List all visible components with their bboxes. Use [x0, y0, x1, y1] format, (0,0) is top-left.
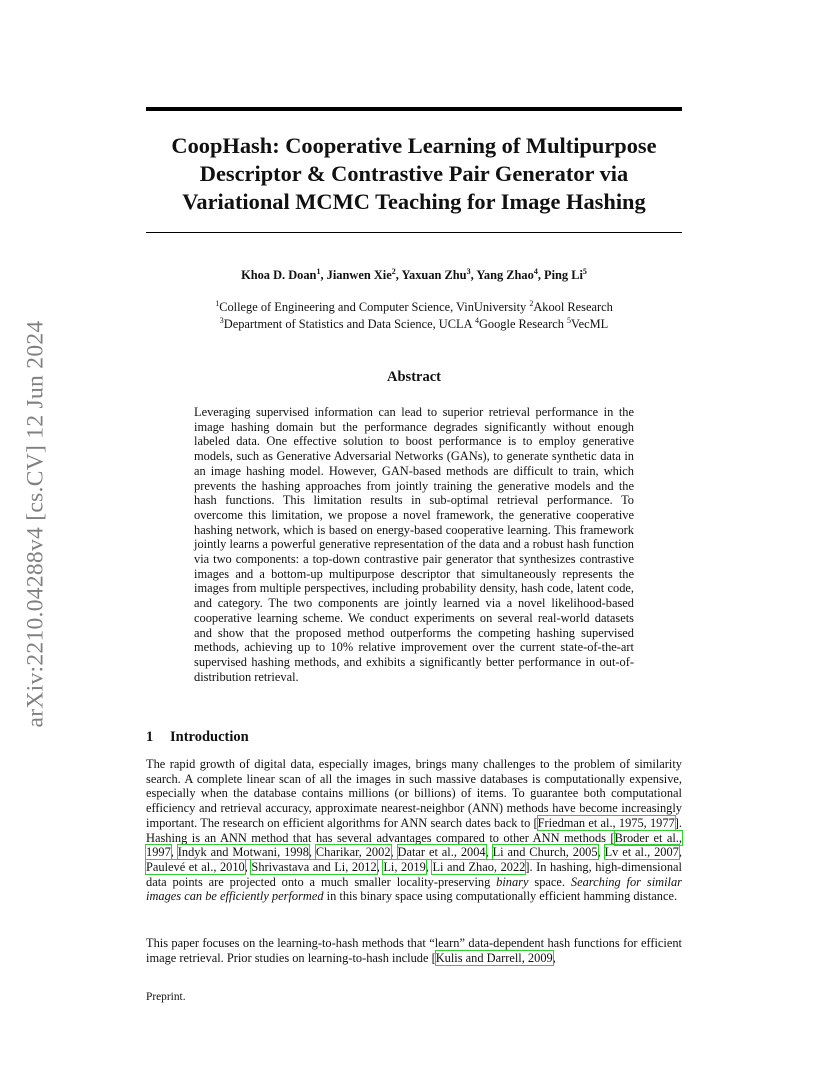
body-text: ]. Hashing is an ANN method that has several advantages compared to other ANN methods [ — [146, 815, 682, 845]
title-line: Descriptor & Contrastive Pair Generator via — [199, 161, 629, 186]
body-text: , — [308, 845, 316, 860]
title-line: Variational MCMC Teaching for Image Hashing — [182, 189, 646, 214]
body-text: , — [425, 859, 433, 874]
author-affiliation-mark: 1 — [316, 267, 321, 276]
citation-link[interactable]: Indyk and Motwani, 1998 — [177, 845, 309, 860]
author-name: Ping Li — [544, 268, 583, 282]
affiliation-text: Google Research — [478, 317, 568, 331]
citation-link[interactable]: Kulis and Darrell, 2009 — [435, 950, 553, 965]
author-affiliation-mark: 4 — [533, 267, 538, 276]
affiliation-line — [220, 317, 608, 331]
affiliation-text: Department of Statistics and Data Science, UCLA — [223, 317, 475, 331]
citation-link[interactable]: Lv et al., 2007 — [604, 845, 679, 860]
citation-link[interactable]: Friedman et al., 1975, 1977 — [537, 815, 675, 830]
body-text: , — [390, 845, 398, 860]
body-text: , — [552, 950, 556, 965]
section-title: Introduction — [170, 729, 249, 745]
affiliation-mark: 1 — [215, 299, 220, 308]
body-text: ]. In hashing, high-dimensional data points are projected onto a much smaller locality-preserving — [146, 859, 682, 889]
citation-link[interactable]: Li and Zhao, 2022 — [432, 859, 526, 874]
citation-link[interactable]: Shrivastava and Li, 2012 — [251, 859, 377, 874]
abstract-text: Leveraging supervised information can lead to superior retrieval performance in the image hashing domain but the performance degrades significantly without enough labeled data. One effective solution to boost performance is to employ generative models, such as Generative Adversarial Networks (GANs), to generate synthetic data in an image hashing model. However, GAN-based methods are difficult to train, which prevents the hashing approaches from jointly training the generative models and the hash functions. This limitation results in sub-optimal retrieval performance. To overcome this limitation, we propose a novel framework, the generative cooperative hashing network, which is based on energy-based cooperative learning. This framework jointly learns a powerful generative representation of the data and a robust hash function via two components: a top-down contrastive pair generator that synthesizes contrastive images and a bottom-up multipurpose descriptor that simultaneously represents the images from multiple perspectives, including probability density, hash code, latent code, and category. The two components are jointly learned via a novel likelihood-based cooperative learning scheme. We conduct experiments on several real-world datasets and show that the proposed method outperforms the competing hashing supervised methods, achieving up to 10% relative improvement over the current state-of-the-art supervised hashing methods, and exhibits a significantly better performance in out-of-distribution retrieval. — [194, 405, 634, 684]
title-line: CoopHash: Cooperative Learning of Multipurpose — [171, 133, 657, 158]
author-affiliation-mark: 5 — [582, 267, 587, 276]
citation-link[interactable]: Li and Church, 2005 — [492, 845, 598, 860]
arxiv-identifier: arXiv:2210.04288v4 [cs.CV] 12 Jun 2024 — [22, 320, 49, 728]
author-affiliation-mark: 2 — [391, 267, 396, 276]
author-name: Khoa D. Doan — [241, 268, 317, 282]
body-text: , — [678, 845, 682, 860]
intro-paragraph-2 — [146, 936, 682, 965]
citation-link[interactable]: Charikar, 2002 — [315, 845, 391, 860]
body-text: , — [597, 845, 605, 860]
citation-link[interactable]: Paulevé et al., 2010 — [146, 859, 245, 874]
body-text: , — [376, 859, 384, 874]
emphasis-text: Searching for similar images can be efficiently performed — [146, 874, 682, 904]
body-text: The rapid growth of digital data, especially images, brings many challenges to the problem of similarity search. A complete linear scan of all the images in such massive databases is computationally expensive, especially when the database contains millions (or billions) of items. To guarantee both computational efficiency and retrieval accuracy, approximate nearest-neighbor (ANN) methods have become increasingly important. The research on efficient algorithms for ANN search dates back to [ — [146, 757, 682, 830]
preprint-footer: Preprint. — [146, 991, 186, 1003]
paper-title — [146, 132, 682, 216]
affiliation-text: College of Engineering and Computer Science, VinUniversity — [219, 300, 530, 314]
emphasis-text: binary — [496, 874, 529, 889]
affiliation-mark: 4 — [474, 316, 479, 325]
abstract-heading: Abstract — [387, 369, 441, 385]
body-text: , — [485, 845, 493, 860]
title-bottom-rule — [146, 232, 682, 233]
section-number: 1 — [146, 729, 154, 745]
affiliation-text: Akool Research — [533, 300, 613, 314]
author-affiliation-mark: 3 — [466, 267, 471, 276]
affiliation-text: VecML — [571, 317, 609, 331]
affiliations — [146, 299, 682, 333]
citation-link[interactable]: Broder et al., 1997 — [146, 830, 682, 860]
author-name: Yaxuan Zhu — [401, 268, 467, 282]
title-top-rule — [146, 107, 682, 111]
intro-paragraph-1 — [146, 757, 682, 904]
section-heading-introduction — [146, 729, 249, 746]
citation-link[interactable]: Datar et al., 2004 — [397, 845, 486, 860]
affiliation-mark: 3 — [219, 316, 224, 325]
body-text: in this binary space using computationally efficient hamming distance. — [323, 889, 678, 904]
body-text: space. — [528, 874, 571, 889]
author-name: Yang Zhao — [476, 268, 534, 282]
author-list: Khoa D. Doan$^1$, Jianwen Xie$^2$, Yaxuan Zhu$^3$, Yang Zhao$^4$, Ping Li$^5$ — [241, 267, 587, 282]
author-name: Jianwen Xie — [326, 268, 392, 282]
affiliation-line — [215, 300, 613, 314]
body-text: , — [244, 859, 252, 874]
body-text: This paper focuses on the learning-to-hash methods that “learn” data-dependent hash functions for efficient image retrieval. Prior studies on learning-to-hash include [ — [146, 936, 682, 965]
citation-link[interactable]: Li, 2019 — [383, 859, 426, 874]
body-text: , — [170, 845, 178, 860]
affiliation-mark: 5 — [567, 316, 572, 325]
affiliation-mark: 2 — [529, 299, 534, 308]
